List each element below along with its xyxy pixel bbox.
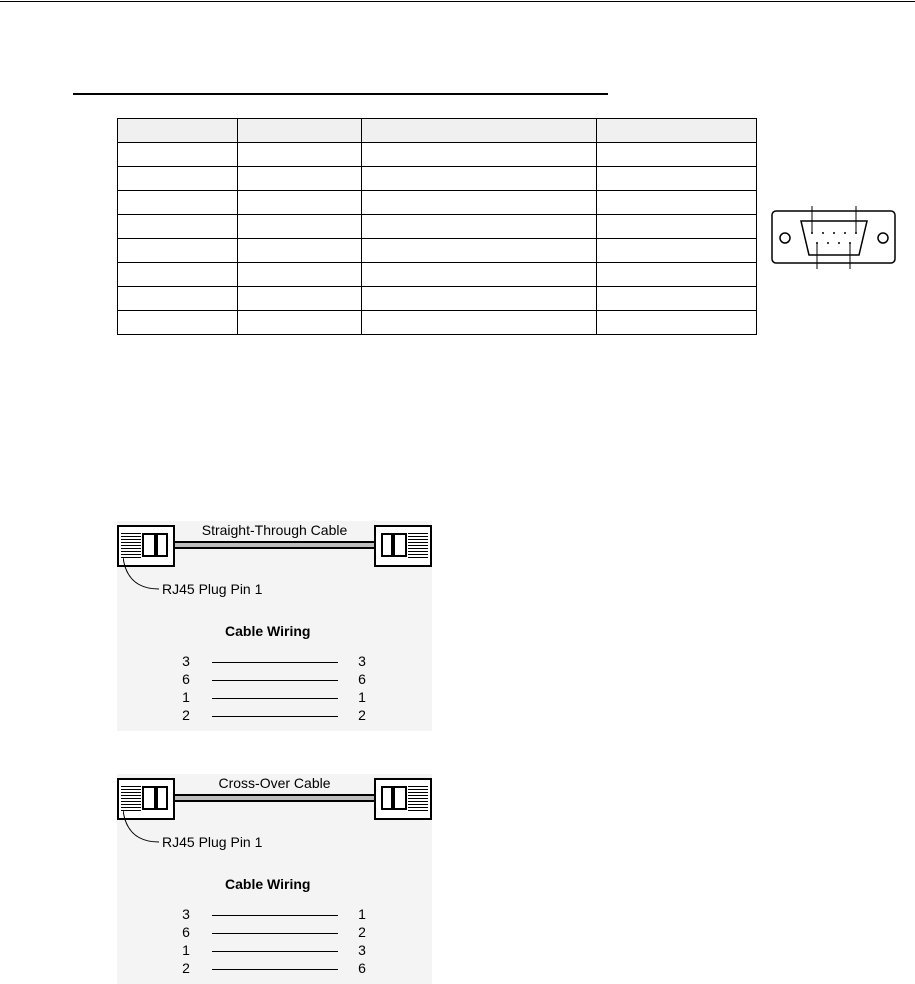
cable-title: Cross-Over Cable bbox=[218, 775, 331, 791]
table-row bbox=[118, 287, 757, 311]
cable-wire bbox=[175, 794, 374, 802]
wiring-row: 6 2 bbox=[182, 924, 366, 940]
wiring-row: 2 6 bbox=[182, 960, 366, 976]
cable-wiring-title: Cable Wiring bbox=[225, 876, 311, 892]
cable-title: Straight-Through Cable bbox=[201, 522, 348, 538]
section-heading-rule bbox=[73, 93, 608, 95]
wiring-row: 1 3 bbox=[182, 942, 366, 958]
pin-assignment-table bbox=[117, 118, 757, 335]
table-row bbox=[118, 143, 757, 167]
rj45-plug-icon bbox=[374, 525, 432, 567]
table-row bbox=[118, 215, 757, 239]
table-row bbox=[118, 191, 757, 215]
wiring-row: 6 6 bbox=[182, 671, 366, 687]
pin1-leader-line bbox=[123, 557, 159, 591]
page-top-rule bbox=[0, 1, 915, 2]
wiring-row: 2 2 bbox=[182, 707, 366, 723]
pin1-leader-line bbox=[123, 810, 159, 844]
pin1-label: RJ45 Plug Pin 1 bbox=[162, 834, 263, 850]
cable-wire bbox=[175, 541, 374, 549]
wiring-row: 1 1 bbox=[182, 689, 366, 705]
table-header-row bbox=[118, 119, 757, 143]
db9-connector-icon bbox=[771, 205, 897, 271]
wiring-row: 3 3 bbox=[182, 653, 366, 669]
rj45-plug-icon bbox=[374, 778, 432, 820]
cable-wiring-title: Cable Wiring bbox=[225, 623, 311, 639]
straight-through-cable-diagram bbox=[117, 521, 432, 731]
table-row bbox=[118, 167, 757, 191]
pin1-label: RJ45 Plug Pin 1 bbox=[162, 581, 263, 597]
crossover-cable-diagram bbox=[117, 774, 432, 984]
table-row bbox=[118, 263, 757, 287]
table-row bbox=[118, 311, 757, 335]
wiring-row: 3 1 bbox=[182, 906, 366, 922]
table-row bbox=[118, 239, 757, 263]
